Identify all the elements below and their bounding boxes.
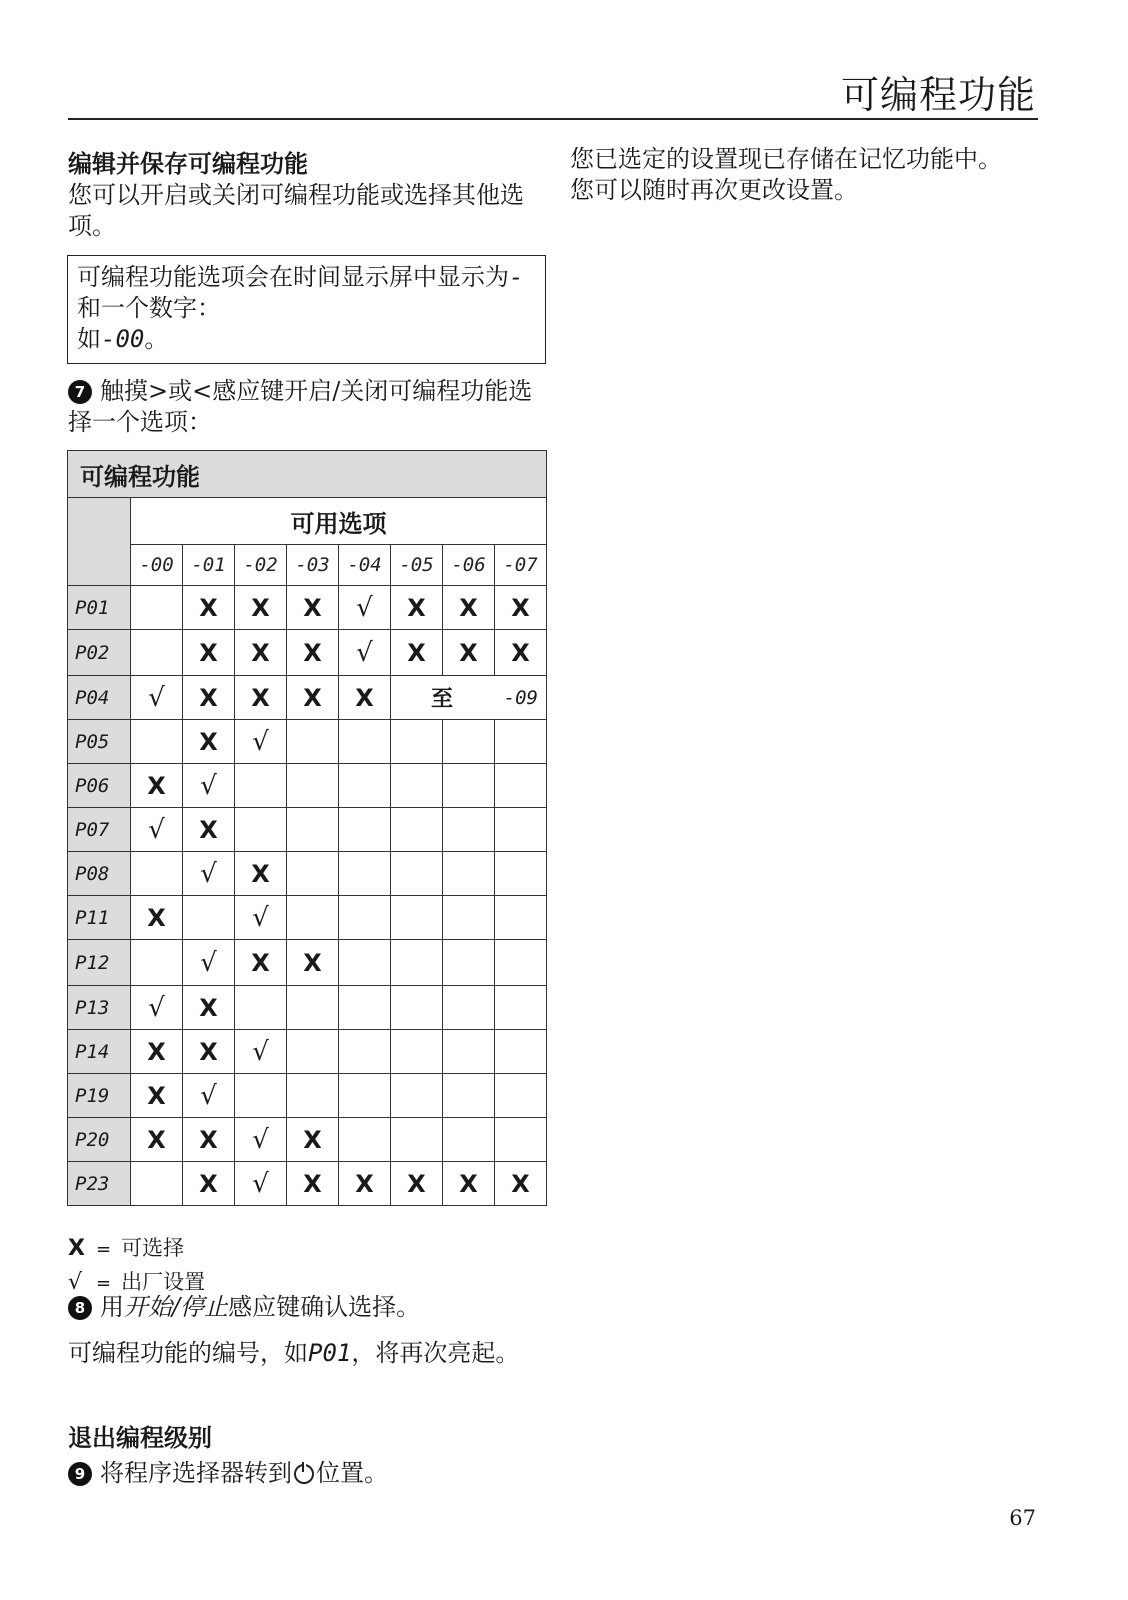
- x-mark: X: [495, 586, 547, 630]
- empty-cell: [131, 852, 183, 896]
- empty-cell: [495, 1030, 547, 1074]
- table-row: [68, 940, 547, 986]
- x-mark: X: [183, 1118, 235, 1162]
- empty-cell: [443, 986, 495, 1030]
- empty-cell: [391, 1118, 443, 1162]
- empty-cell: [287, 808, 339, 852]
- function-code: P02: [68, 630, 131, 676]
- x-mark: X: [287, 1162, 339, 1206]
- note-example-code: -00: [101, 325, 145, 353]
- empty-cell: [339, 808, 391, 852]
- table-row: [68, 1118, 547, 1162]
- x-mark: X: [235, 676, 287, 720]
- x-mark: X: [339, 1162, 391, 1206]
- table-subtitle: 可用选项: [131, 498, 547, 545]
- x-mark: X: [287, 586, 339, 630]
- range-end-option: -09: [503, 686, 538, 709]
- check-icon: √: [339, 586, 391, 630]
- step-8: [68, 1292, 420, 1323]
- section-intro-text: 您可以开启或关闭可编程功能或选择其他选项。: [68, 181, 524, 240]
- option-header: -01: [183, 545, 235, 586]
- empty-cell: [131, 720, 183, 764]
- section-heading-edit-save: 编辑并保存可编程功能: [68, 150, 308, 178]
- step-8-post: 感应键确认选择。: [228, 1293, 421, 1321]
- after-table-text: [68, 1338, 538, 1369]
- table-title: 可编程功能: [68, 451, 547, 498]
- empty-cell: [495, 852, 547, 896]
- function-code: P05: [68, 720, 131, 764]
- empty-cell: [391, 986, 443, 1030]
- option-header: -04: [339, 545, 391, 586]
- empty-cell: [339, 1118, 391, 1162]
- x-mark: X: [391, 630, 443, 676]
- empty-cell: [391, 896, 443, 940]
- empty-cell: [183, 896, 235, 940]
- page-title: 可编程功能: [840, 73, 1036, 117]
- empty-cell: [287, 1074, 339, 1118]
- table-row: [68, 720, 547, 764]
- option-header: -03: [287, 545, 339, 586]
- empty-cell: [391, 1074, 443, 1118]
- table-row: [68, 1030, 547, 1074]
- x-mark: X: [183, 808, 235, 852]
- function-code: P04: [68, 676, 131, 720]
- x-mark: X: [131, 764, 183, 808]
- table-row: [68, 986, 547, 1030]
- empty-cell: [495, 808, 547, 852]
- empty-cell: [339, 940, 391, 986]
- empty-cell: [443, 852, 495, 896]
- empty-cell: [339, 764, 391, 808]
- function-code: P07: [68, 808, 131, 852]
- legend: [68, 1232, 205, 1300]
- empty-cell: [235, 1074, 287, 1118]
- x-mark: X: [339, 676, 391, 720]
- check-icon: √: [183, 1074, 235, 1118]
- x-mark: X: [183, 630, 235, 676]
- empty-cell: [235, 764, 287, 808]
- empty-cell: [339, 720, 391, 764]
- check-icon: √: [235, 1030, 287, 1074]
- empty-cell: [443, 1030, 495, 1074]
- table-row: [68, 896, 547, 940]
- step-7-text: 触摸>或<感应键开启/关闭可编程功能选择一个选项：: [68, 377, 533, 436]
- options-header-row: [68, 545, 547, 586]
- x-mark: X: [183, 1162, 235, 1206]
- step-number-badge: 9: [68, 1462, 92, 1486]
- x-mark: X: [131, 1118, 183, 1162]
- check-icon: √: [131, 676, 183, 720]
- x-mark: X: [391, 586, 443, 630]
- option-header: -00: [131, 545, 183, 586]
- function-code: P11: [68, 896, 131, 940]
- x-mark: X: [443, 586, 495, 630]
- function-code: P20: [68, 1118, 131, 1162]
- check-icon: √: [235, 1118, 287, 1162]
- empty-cell: [443, 896, 495, 940]
- empty-cell: [495, 1118, 547, 1162]
- check-icon: √: [339, 630, 391, 676]
- empty-cell: [443, 1118, 495, 1162]
- check-icon: √: [235, 720, 287, 764]
- power-icon: [294, 1464, 314, 1484]
- option-header: -06: [443, 545, 495, 586]
- x-mark: X: [443, 630, 495, 676]
- check-icon: √: [235, 896, 287, 940]
- empty-cell: [495, 986, 547, 1030]
- table-row: [68, 852, 547, 896]
- check-icon: √: [131, 986, 183, 1030]
- empty-cell: [287, 852, 339, 896]
- empty-cell: [131, 630, 183, 676]
- step-9: [68, 1458, 388, 1489]
- empty-cell: [443, 764, 495, 808]
- option-header: -02: [235, 545, 287, 586]
- empty-cell: [495, 720, 547, 764]
- x-mark: X: [235, 852, 287, 896]
- empty-cell: [495, 940, 547, 986]
- empty-cell: [287, 720, 339, 764]
- function-code: P06: [68, 764, 131, 808]
- note-prefix: 如: [77, 325, 101, 353]
- x-mark: X: [183, 720, 235, 764]
- empty-cell: [391, 808, 443, 852]
- empty-cell: [339, 986, 391, 1030]
- empty-cell: [391, 764, 443, 808]
- range-cell: [391, 676, 547, 720]
- function-code: P08: [68, 852, 131, 896]
- function-code: P23: [68, 1162, 131, 1206]
- empty-cell: [495, 896, 547, 940]
- step-9-post: 位置。: [316, 1459, 388, 1487]
- after-table-b: ，将再次亮起。: [351, 1339, 520, 1367]
- legend-equals: =: [96, 1273, 112, 1294]
- section-heading-exit: 退出编程级别: [68, 1424, 212, 1452]
- empty-cell: [131, 940, 183, 986]
- empty-cell: [495, 764, 547, 808]
- step-9-pre: 将程序选择器转到: [100, 1459, 292, 1487]
- x-mark: X: [495, 1162, 547, 1206]
- x-symbol: X: [68, 1236, 85, 1261]
- empty-cell: [443, 940, 495, 986]
- check-icon: √: [183, 852, 235, 896]
- step-7: [68, 376, 538, 438]
- empty-cell: [391, 1030, 443, 1074]
- x-mark: X: [287, 676, 339, 720]
- note-suffix: 。: [144, 325, 169, 353]
- legend-equals: =: [96, 1239, 112, 1260]
- programmable-functions-table: [67, 450, 547, 1206]
- table-row: [68, 630, 547, 676]
- x-mark: X: [183, 1030, 235, 1074]
- table-row: [68, 676, 547, 720]
- empty-cell: [339, 852, 391, 896]
- empty-cell: [287, 764, 339, 808]
- x-mark: X: [183, 586, 235, 630]
- x-mark: X: [235, 630, 287, 676]
- table-row: [68, 586, 547, 630]
- x-mark: X: [235, 586, 287, 630]
- option-header: -05: [391, 545, 443, 586]
- empty-cell: [391, 940, 443, 986]
- x-mark: X: [131, 896, 183, 940]
- step-number-badge: 8: [68, 1296, 92, 1320]
- empty-cell: [443, 1074, 495, 1118]
- step-8-pre: 用: [100, 1293, 124, 1321]
- x-mark: X: [391, 1162, 443, 1206]
- x-mark: X: [287, 1118, 339, 1162]
- legend-x: [68, 1232, 205, 1266]
- empty-cell: [287, 896, 339, 940]
- function-code: P13: [68, 986, 131, 1030]
- x-mark: X: [495, 630, 547, 676]
- step-number-badge: 7: [68, 380, 92, 404]
- empty-cell: [339, 896, 391, 940]
- empty-cell: [339, 1030, 391, 1074]
- legend-x-text: 可选择: [121, 1236, 185, 1260]
- check-icon: √: [235, 1162, 287, 1206]
- note-text-b: 和一个数字：: [77, 294, 221, 322]
- start-stop-key-label: 开始/停止: [124, 1293, 229, 1321]
- check-icon: √: [131, 808, 183, 852]
- table-row: [68, 1162, 547, 1206]
- x-mark: X: [131, 1074, 183, 1118]
- note-dash: -: [509, 263, 524, 291]
- empty-cell: [235, 808, 287, 852]
- empty-cell: [391, 852, 443, 896]
- empty-cell: [235, 986, 287, 1030]
- check-icon: √: [183, 764, 235, 808]
- table-row: [68, 808, 547, 852]
- range-to-label: 至: [431, 687, 454, 712]
- after-table-code: P01: [308, 1339, 352, 1367]
- right-column-text: 您已选定的设置现已存储在记忆功能中。您可以随时再次更改设置。: [570, 145, 1002, 204]
- table-row: [68, 764, 547, 808]
- empty-cell: [287, 1030, 339, 1074]
- empty-cell: [287, 986, 339, 1030]
- legend-check-text: 出厂设置: [121, 1270, 206, 1294]
- x-mark: X: [287, 630, 339, 676]
- empty-cell: [391, 720, 443, 764]
- after-table-a: 可编程功能的编号，如: [68, 1339, 308, 1367]
- function-code: P14: [68, 1030, 131, 1074]
- x-mark: X: [183, 676, 235, 720]
- x-mark: X: [287, 940, 339, 986]
- empty-cell: [131, 1162, 183, 1206]
- x-mark: X: [131, 1030, 183, 1074]
- empty-cell: [443, 808, 495, 852]
- table-corner: [68, 498, 131, 586]
- check-icon: √: [183, 940, 235, 986]
- function-code: P12: [68, 940, 131, 986]
- empty-cell: [339, 1074, 391, 1118]
- option-header: -07: [495, 545, 547, 586]
- x-mark: X: [235, 940, 287, 986]
- function-code: P01: [68, 586, 131, 630]
- note-text: 可编程功能选项会在时间显示屏中显示为: [77, 263, 509, 291]
- page-number: 67: [1009, 1506, 1036, 1530]
- check-icon: √: [68, 1270, 83, 1295]
- title-divider: [68, 118, 1038, 120]
- empty-cell: [443, 720, 495, 764]
- note-box: [67, 255, 546, 364]
- empty-cell: [131, 586, 183, 630]
- function-code: P19: [68, 1074, 131, 1118]
- x-mark: X: [443, 1162, 495, 1206]
- empty-cell: [495, 1074, 547, 1118]
- x-mark: X: [183, 986, 235, 1030]
- table-row: [68, 1074, 547, 1118]
